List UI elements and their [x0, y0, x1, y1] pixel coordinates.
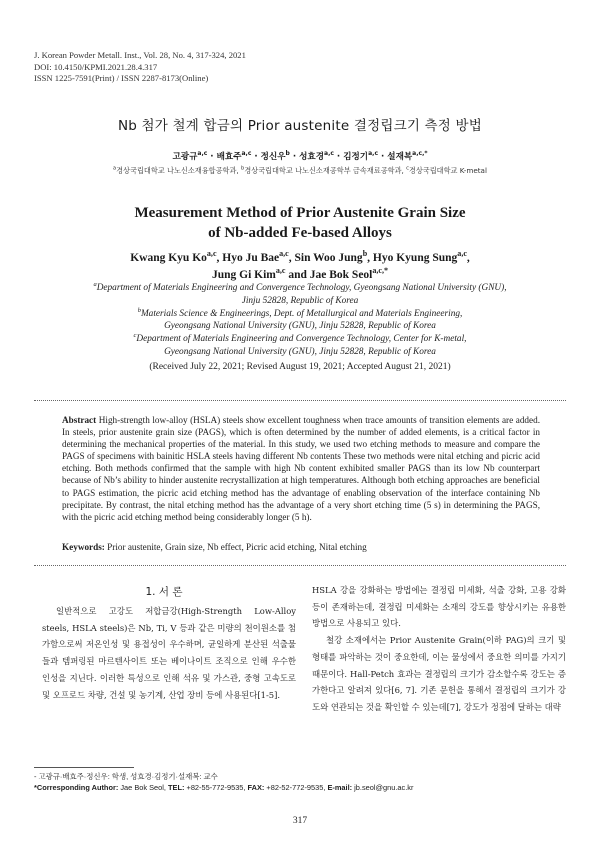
korean-author-sup: a,c: [197, 150, 208, 158]
english-author-name: Hyo Kyung Sung: [372, 252, 458, 264]
journal-issn: ISSN 1225-7591(Print) / ISSN 2287-8173(Online): [34, 73, 209, 84]
english-affil-text: Department of Materials Engineering and Convergence Technology, Center for K-metal,: [136, 334, 467, 345]
english-affil-line: Gyeongsang National University (GNU), Jinju 52828, Republic of Korea: [164, 321, 436, 332]
english-author-sup: a,c: [275, 266, 286, 276]
korean-author-name: 성효경: [299, 152, 325, 162]
keywords: [62, 542, 540, 552]
english-affil-line: Gyeongsang National University (GNU), Jinju 52828, Republic of Korea: [164, 346, 436, 357]
abstract-label: Abstract: [62, 415, 97, 425]
footnotes: [34, 771, 413, 793]
email-label: E-mail:: [327, 783, 353, 792]
english-title-line1: Measurement Method of Prior Austenite Grain Size: [134, 205, 466, 221]
english-author-sup: b: [362, 249, 368, 259]
english-author-name: Sin Woo Jung: [294, 252, 363, 264]
english-author-name: Jae Bok Seol: [309, 269, 373, 281]
english-affil-sup: c: [133, 332, 137, 340]
keywords-text: Prior austenite, Grain size, Nb effect, Picric acid etching, Nital etching: [104, 542, 367, 552]
journal-header: [34, 50, 246, 85]
korean-author-name: 설재복: [387, 152, 413, 162]
abstract: [62, 414, 540, 523]
section-heading: 1. 서 론: [145, 586, 183, 598]
footnote-author-roles: - 고광규·배효주·정신우: 학생, 성효경·김정기·설재복: 교수: [34, 772, 218, 781]
english-author-name: Hyo Ju Bae: [222, 252, 280, 264]
korean-author-sup: a,c: [324, 150, 334, 158]
fax-value: +82-52-772-9535,: [264, 783, 328, 792]
english-author-sup: a,c,*: [372, 266, 389, 276]
tel-label: TEL:: [168, 783, 185, 792]
english-author-sup: a,c: [457, 249, 467, 259]
abstract-text: High-strength low-alloy (HSLA) steels show excellent toughness when trace amounts of transition elements are added. In steels, prior austenite grain size (PAGS), which is often determined by the number of added elements, is a critical factor in determining the mechanical properties of the material. In this study, we used two etching methods to measure and compare the PAGS of specimens with bainitic HSLA steels having different Nb contents These two methods were nital etching and picric acid etching. Both methods confirmed that the sample with high Nb content exhibited smaller PAGS than its low Nb counterpart because of Nb’s ability to hinder austenite recrystallization at high temperatures. Although both etching approaches are beneficial to PAGS estimation, the picric acid etching method has the advantage of enabling observation of the interface containing Nb precipitate. By contrast, the nital etching method has the advantage of a very short etching time (5 s) in determining the PAGS, with the picric acid etching method being considerably longer (5 h).: [62, 415, 540, 522]
english-affil-sup: b: [137, 306, 141, 314]
english-affil-line: Jinju 52828, Republic of Korea: [241, 295, 359, 306]
english-authors: [0, 250, 600, 284]
english-author-name: Jung Gi Kim: [211, 269, 276, 281]
korean-author-sup: a,c,*: [412, 150, 428, 158]
journal-citation: J. Korean Powder Metall. Inst., Vol. 28, No. 4, 317-324, 2021: [34, 50, 246, 60]
page-number: 317: [292, 816, 308, 826]
english-affil-text: Department of Materials Engineering and Convergence Technology, Gyeongsang National University (GNU),: [96, 283, 507, 293]
intro-paragraph-2: 철강 소재에서는 Prior Austenite Grain(이하 PAG)의 크기 및 형태를 파악하는 것이 중요한데, 이는 물성에서 중요한 의미를 가지기 때문이다. Hall-Petch 효과는 결정립의 크기가 감소할수록 강도는 증가한다고 알려져 있다[6, 7]. 기존 문헌을 통해서 결정립의 크기가 강도와 연관되는 것을 확인할 수 있는데[7], 강도가 정점에 달하는 대략: [312, 635, 566, 712]
english-affil-sup: a: [93, 280, 97, 288]
english-author-sep: ,: [466, 252, 470, 264]
korean-authors: 고광규$^{a,c}$ · 배효주$^{a,c}$ · 정신우$^b$ · 성효경$^{a,c}$ · 김정기$^{a,c}$ · 설재복$^{a,c,*}$: [172, 150, 428, 162]
journal-doi: DOI: 10.4150/KPMI.2021.28.4.317: [34, 61, 158, 72]
english-affil-line: [0, 333, 600, 346]
tel-value: +82-55-772-9535,: [184, 783, 248, 792]
korean-affil-sup: b: [241, 165, 245, 172]
corr-label: *Corresponding Author:: [34, 783, 119, 792]
intro-paragraph-1-continued: HSLA 강을 강화하는 방법에는 결정립 미세화, 석출 강화, 고용 강화 등이 존재하는데, 결정립 미세화는 소재의 강도를 향상시키는 유용한 방법으로 사용되고 있다.: [312, 585, 566, 629]
english-affil-text: Materials Science & Engineerings, Dept. of Metallurgical and Materials Engineering,: [140, 308, 463, 319]
korean-affil-text: 경상국립대학교 나노신소재공학부 금속재료공학과,: [244, 166, 407, 175]
english-author-sep: ,: [288, 252, 295, 264]
korean-affil-sup: c: [406, 165, 409, 172]
received-dates: (Received July 22, 2021; Revised August 19, 2021; Accepted August 21, 2021): [149, 362, 451, 372]
korean-author-name: 배효주: [216, 152, 242, 162]
korean-author-name: 김정기: [343, 152, 369, 162]
english-affil-line: [0, 282, 600, 295]
footnote-corresponding: [34, 782, 413, 793]
email-value[interactable]: jb.seol@gnu.ac.kr: [352, 783, 414, 792]
korean-author-sup: b: [285, 150, 290, 158]
korean-affil-text: 경상국립대학교 K-metal: [408, 166, 487, 175]
fax-label: FAX:: [247, 783, 265, 792]
english-affiliations: [0, 282, 600, 359]
divider-top: [34, 400, 566, 401]
english-author-sep: and: [285, 269, 310, 281]
korean-affil-text: 경상국립대학교 나노신소재융합공학과,: [116, 166, 241, 175]
english-author-sep: ,: [216, 252, 223, 264]
body-right-column: [312, 582, 566, 716]
english-title-line2: of Nb-added Fe-based Alloys: [208, 225, 392, 241]
korean-author-sup: a,c: [368, 150, 379, 158]
intro-paragraph-1: 일반적으로 고강도 저합금강(High-Strength Low-Alloy steels, HSLA steels)은 Nb, Ti, V 등과 같은 미량의 천이원소를 첨가함으로써 저온인성 및 용접성이 우수하며, 균일하게 분산된 석출물들과 템퍼링된 마르텐사이트 또는 베이나이트 조직으로 인해 우수한 인성을 지닌다. 이러한 특성으로 인해 석유 및 가스관, 중형 고속도로 및 오프로드 차량, 건설 및 농기계, 산업 장비 등에 사용된다[1-5].: [42, 606, 296, 700]
english-author-sep: ,: [367, 252, 373, 264]
english-authors-line1: [0, 250, 600, 267]
korean-affiliations: [0, 166, 600, 176]
corr-name: Jae Bok Seol,: [118, 783, 169, 792]
korean-author-name: 정신우: [260, 152, 286, 162]
korean-author-sup: a,c: [241, 150, 252, 158]
footnote-rule: [34, 767, 134, 768]
english-author-name: Kwang Kyu Ko: [130, 252, 207, 264]
english-title: [0, 203, 600, 243]
korean-title: Nb 첨가 철계 합금의 Prior austenite 결정립크기 측정 방법: [117, 118, 483, 134]
korean-affil-sup: a: [113, 165, 117, 172]
english-affil-line: [0, 308, 600, 321]
korean-author-name: 고광규: [172, 152, 198, 162]
divider-bottom: [34, 565, 566, 566]
english-author-sup: a,c: [206, 249, 217, 259]
english-author-sup: a,c: [279, 249, 289, 259]
keywords-label: Keywords:: [62, 542, 105, 552]
body-left-column: [42, 603, 296, 703]
